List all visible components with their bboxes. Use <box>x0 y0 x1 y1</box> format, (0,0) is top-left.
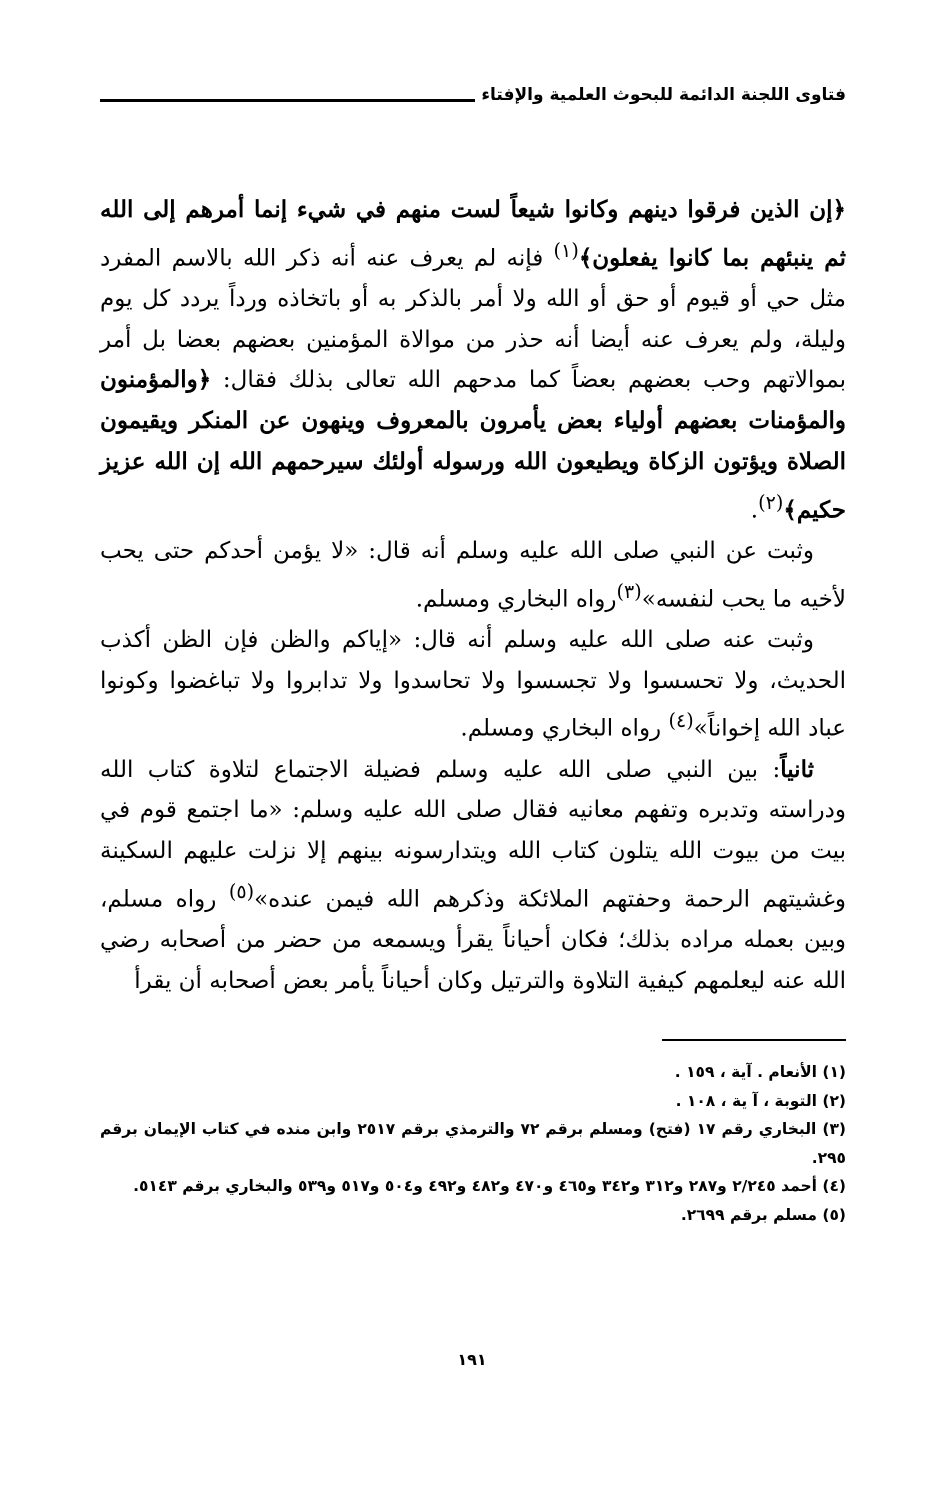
footnote-ref: (٥) <box>228 879 255 903</box>
running-header <box>100 84 846 106</box>
footnote-4: (٤) أحمد ٢/٢٤٥ و٢٨٧ و٣١٢ و٣٤٢ و٤٦٥ و٤٧٠ و٤٨٢ و٤٩٢ و٥٠٤ و٥١٧ و٥٣٩ والبخاري برقم ٥١٤٣. <box>133 1177 846 1195</box>
paragraph-text: رواه البخاري ومسلم. <box>415 586 617 613</box>
paragraph-text: فإنه لم يعرف عنه أنه ذكر الله بالاسم المفرد مثل حي أو قيوم أو حق أو الله ولا أمر بالذكر به أو باتخاذه ورداً يردد كل يوم وليلة، ولم يعرف عنه أيضا أنه حذر من موالاة المؤمنين بعضهم بعضا بل أمر بموالاتهم وحب بعضهم بعضاً كما مدحهم الله تعالى بذلك فقال: <box>100 245 846 394</box>
footnote-ref: (٤) <box>668 709 694 733</box>
paragraph-text: وثبت عن النبي صلى الله عليه وسلم أنه قال: «لا يؤمن أحدكم حتى يحب لأخيه ما يحب لنفسه» <box>100 537 846 613</box>
footnotes <box>100 1058 846 1229</box>
paragraph-4 <box>100 750 846 1002</box>
paragraph-text: . <box>750 497 759 524</box>
paragraph-text: رواه مسلم، وبين بعمله مراده بذلك؛ فكان أحياناً يقرأ ويسمعه من حضر من أصحابه رضي الله عنه ليعلمهم كيفية التلاوة والترتيل وكان أحياناً يأمر بعض أصحابه أن يقرأ <box>100 886 846 994</box>
footnote-1: (١) الأنعام . آية ، ١٥٩ . <box>674 1063 846 1081</box>
paragraph-3 <box>100 620 846 750</box>
header-rule <box>100 99 475 102</box>
page-number: ١٩١ <box>457 1350 487 1369</box>
paragraph-2 <box>100 531 846 620</box>
footnote-ref: (٢) <box>758 490 784 514</box>
footnote-ref: (١) <box>553 238 579 262</box>
footnote-divider <box>662 1039 846 1041</box>
footnote-5: (٥) مسلم برقم ٢٦٩٩. <box>680 1205 846 1224</box>
running-header-title: فتاوى اللجنة الدائمة للبحوث العلمية والإفتاء <box>481 85 846 105</box>
paragraph-text: وثبت عنه صلى الله عليه وسلم أنه قال: «إياكم والظن فإن الظن أكذب الحديث، ولا تحسسوا ولا تجسسوا ولا تحاسدوا ولا تدابروا ولا تباغضوا وكونوا عباد الله إخواناً» <box>100 627 846 743</box>
section-lead: ثانياً <box>780 755 814 783</box>
footnote-ref: (٣) <box>616 579 642 603</box>
main-text <box>100 190 846 1002</box>
paragraph-text: : بين النبي صلى الله عليه وسلم فضيلة الاجتماع لتلاوة كتاب الله ودراسته وتدبره وتفهم معانيه فقال صلى الله عليه وسلم: «ما اجتمع قوم في بيت من بيوت الله يتلون كتاب الله ويتدارسونه بينهم إلا نزلت عليهم السكينة وغشيتهم الرحمة وحفتهم الملائكة وذكرهم الله فيمن عنده» <box>100 756 846 913</box>
quran-verse: ﴿إن الذين فرقوا دينهم وكانوا شيعاً لست منهم في شيء إنما أمرهم إلى الله ثم ينبئهم بما كانوا يفعلون﴾ <box>100 196 846 272</box>
footnote-3: (٣) البخاري رقم ١٧ (فتح) ومسلم برقم ٧٢ والترمذي برقم ٢٥١٧ وابن منده في كتاب الإيمان برقم ٢٩٥. <box>100 1120 846 1167</box>
paragraph-1 <box>100 190 846 531</box>
footnote-2: (٢) التوبة ، آ ية ، ١٠٨ . <box>675 1091 846 1110</box>
quran-verse: ﴿والمؤمنون والمؤمنات بعضهم أولياء بعض يأمرون بالمعروف وينهون عن المنكر ويقيمون الصلاة ويؤتون الزكاة ويطيعون الله ورسوله أولئك سيرحمهم الله إن الله عزيز حكيم﴾ <box>100 366 846 524</box>
paragraph-text: رواه البخاري ومسلم. <box>460 716 669 743</box>
